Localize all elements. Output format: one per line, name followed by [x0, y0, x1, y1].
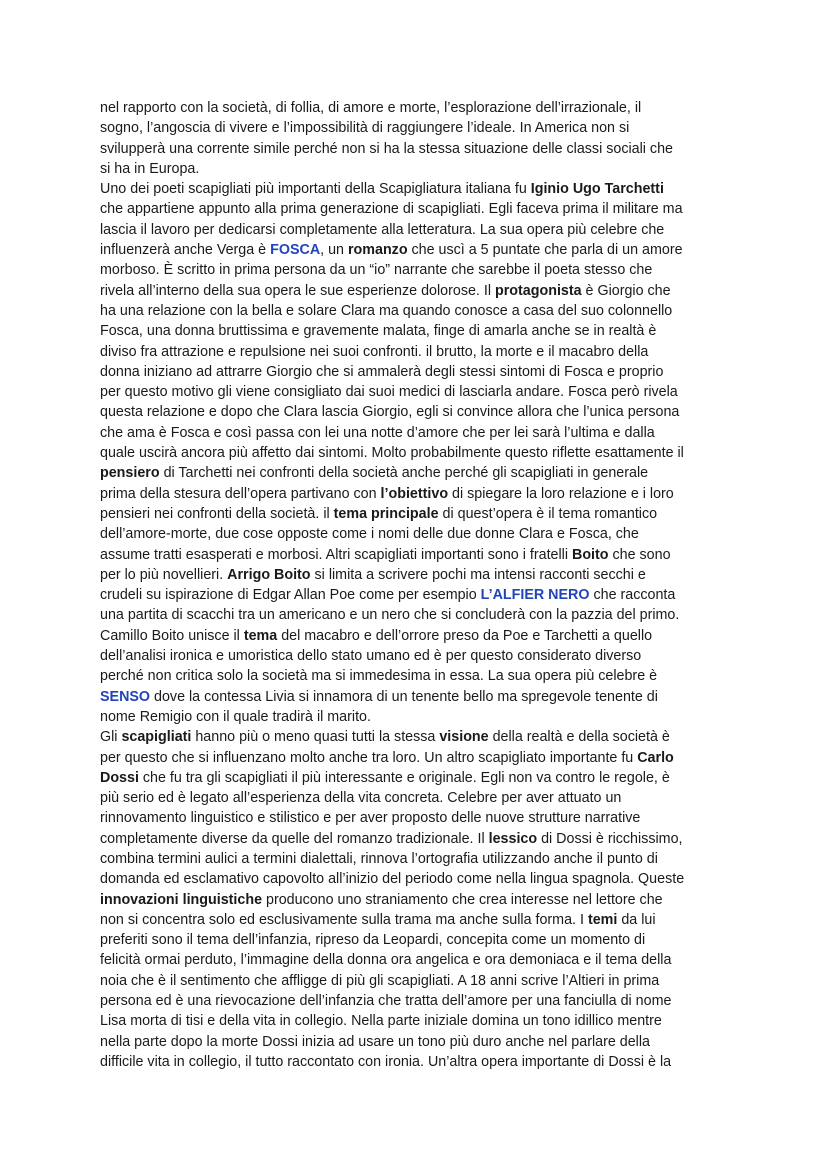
text-run: Fosca, una donna bruttissima e gravemente malata, finge di amarla anche se in realtà è	[100, 323, 657, 340]
work-title: SENSO	[100, 688, 151, 705]
text-line	[100, 199, 726, 219]
text-run: nel rapporto con la società, di follia, di amore e morte, l’esplorazione dell’irrazionale, il	[100, 100, 642, 116]
text-run: diviso fra attrazione e repulsione nei suoi confronti. il brutto, la morte e il macabro della	[100, 343, 649, 360]
text-line	[100, 991, 726, 1011]
text-line	[100, 829, 726, 849]
text-line	[100, 220, 726, 240]
bold-term: protagonista	[495, 282, 582, 299]
text-line	[100, 484, 726, 504]
text-line	[100, 687, 726, 707]
text-run: da lui	[617, 911, 656, 928]
text-line	[100, 504, 726, 524]
bold-term: Dossi	[100, 769, 139, 786]
text-run: è Giorgio che	[581, 282, 671, 299]
text-run: ha una relazione con la bella e solare Clara ma quando conosce a casa del suo colonnello	[100, 302, 673, 319]
text-run: dell’amore-morte, due cose opposte come i nomi delle due donne Clara e Fosca, che	[100, 526, 639, 543]
bold-term: tema	[243, 627, 278, 644]
text-line	[100, 707, 726, 727]
text-run: , un	[320, 242, 348, 259]
bold-term: Arrigo Boito	[227, 566, 311, 583]
text-run: una partita di scacchi tra un americano e un nero che si concluderà con la pazzia del primo.	[100, 607, 680, 624]
text-run: morboso. È scritto in prima persona da un “io” narrante che sarebbe il poeta stesso che	[100, 262, 653, 279]
text-run: domanda ed esclamativo capovolto all’inizio del periodo come nella lingua spagnola. Queste	[100, 871, 685, 888]
text-run: quale uscirà ancora più affetto dai sintomi. Molto probabilmente questo riflette esattamente il	[100, 445, 684, 462]
text-line	[100, 605, 726, 625]
text-run: noia che è il sentimento che affligge di più gli scapigliati. A 18 anni scrive l’Altieri in prima	[100, 972, 660, 989]
text-line	[100, 1052, 726, 1072]
text-run: che uscì a 5 puntate che parla di un amore	[407, 242, 683, 259]
text-line	[100, 1032, 726, 1052]
text-line	[100, 910, 726, 930]
bold-term: temi	[587, 911, 618, 928]
text-line	[100, 545, 726, 565]
text-line	[100, 443, 726, 463]
text-line	[100, 565, 726, 585]
text-line	[100, 240, 726, 260]
document-body	[100, 98, 726, 1072]
bold-term: Carlo	[637, 749, 674, 766]
text-run: sogno, l’angoscia di vivere e l’impossibilità di raggiungere l’ideale. In America non si	[100, 120, 630, 137]
text-line	[100, 788, 726, 808]
work-title: FOSCA	[270, 242, 321, 259]
text-line	[100, 890, 726, 910]
text-run: della realtà e della società è	[488, 729, 670, 746]
text-line	[100, 869, 726, 889]
text-run: combina termini aulici a termini dialettali, rinnova l’ortografia utilizzando anche il punto di	[100, 850, 658, 867]
text-run: che fu tra gli scapigliati il più interessante e originale. Egli non va contro le regole, è	[138, 769, 670, 786]
bold-term: romanzo	[347, 242, 408, 259]
text-run: hanno più o meno quasi tutti la stessa	[191, 729, 440, 746]
text-line	[100, 950, 726, 970]
text-run: che appartiene appunto alla prima generazione di scapigliati. Egli faceva prima il militare ma	[100, 201, 683, 218]
paragraph	[100, 98, 726, 179]
text-run: donna iniziano ad attrarre Giorgio che si ammalerà degli stessi sintomi di Fosca e proprio	[100, 363, 664, 380]
text-run: influenzerà anche Verga è	[100, 242, 271, 259]
text-run: non si concentra solo ed esclusivamente sulla trama ma anche sulla forma. I	[100, 911, 588, 928]
text-run: crudeli su ispirazione di Edgar Allan Poe come per esempio	[100, 587, 481, 604]
text-run: per questo motivo gli viene consigliato dai suoi medici di lasciarla andare. Fosca però rivela	[100, 384, 678, 401]
bold-term: scapigliati	[121, 729, 192, 746]
text-line	[100, 524, 726, 544]
bold-term: visione	[439, 729, 489, 746]
text-line	[100, 342, 726, 362]
text-run: persona ed è una rievocazione dell’infanzia che tratta dell’amore per una fanciulla di nome	[100, 993, 672, 1010]
text-run: lascia il lavoro per dedicarsi completamente alla letteratura. La sua opera più celebre che	[100, 221, 665, 238]
text-run: Uno dei poeti scapigliati più importanti della Scapigliatura italiana fu	[100, 181, 531, 198]
text-line	[100, 808, 726, 828]
text-run: si ha in Europa.	[100, 160, 200, 177]
text-line	[100, 301, 726, 321]
text-run: assume tratti esasperati e morbosi. Altri scapigliati importanti sono i fratelli	[100, 546, 572, 563]
text-line	[100, 402, 726, 422]
text-run: più serio ed è legato all’esperienza della vita concreta. Celebre per aver attuato un	[100, 790, 622, 807]
text-line	[100, 666, 726, 686]
text-run: preferiti sono il tema dell’infanzia, ripreso da Leopardi, concepita come un momento di	[100, 932, 646, 949]
text-run: si limita a scrivere pochi ma intensi racconti secchi e	[310, 566, 646, 583]
bold-term: innovazioni linguistiche	[100, 891, 263, 908]
text-line	[100, 321, 726, 341]
text-line	[100, 727, 726, 747]
text-run: prima della stesura dell’opera partivano con	[100, 485, 381, 502]
text-line	[100, 382, 726, 402]
text-line	[100, 281, 726, 301]
text-line	[100, 260, 726, 280]
text-run: pensieri nei confronti della società. il	[100, 505, 334, 522]
text-line	[100, 118, 726, 138]
bold-term: lessico	[488, 830, 538, 847]
text-run: Lisa morta di tisi e della vita in collegio. Nella parte iniziale domina un tono idillico mentre	[100, 1013, 662, 1030]
bold-term: Iginio Ugo Tarchetti	[530, 181, 664, 198]
text-run: questa relazione e dopo che Clara lascia Giorgio, egli si convince allora che l’unica persona	[100, 404, 680, 421]
text-run: per questo che si influenzano molto anche tra loro. Un altro scapigliato importante fu	[100, 749, 638, 766]
text-line	[100, 971, 726, 991]
text-run: rivela all’interno della sua opera le sue esperienze dolorose. Il	[100, 282, 495, 299]
text-line	[100, 159, 726, 179]
text-run: di Tarchetti nei confronti della società anche perché gli scapigliati in generale	[159, 465, 649, 482]
text-line	[100, 626, 726, 646]
text-run: nome Remigio con il quale tradirà il marito.	[100, 708, 371, 725]
text-line	[100, 768, 726, 788]
bold-term: Boito	[572, 546, 609, 563]
work-title: L’ALFIER NERO	[480, 587, 590, 604]
text-line	[100, 139, 726, 159]
text-run: per lo più novellieri.	[100, 566, 228, 583]
text-run: che ama è Fosca e così passa con lei una notte d’amore che per lei sarà l’ultima e dalla	[100, 424, 655, 441]
paragraph	[100, 727, 726, 1072]
text-line	[100, 362, 726, 382]
text-run: che racconta	[589, 587, 676, 604]
text-run: Camillo Boito unisce il	[100, 627, 244, 644]
text-run: che sono	[608, 546, 671, 563]
text-line	[100, 646, 726, 666]
text-run: difficile vita in collegio, il tutto raccontato con ironia. Un’altra opera importante di Dossi è la	[100, 1053, 672, 1070]
text-line	[100, 1011, 726, 1031]
text-run: perché non critica solo la società ma si immedesima in essa. La sua opera più celebre è	[100, 668, 658, 685]
text-run: completamente diverse da quelle del romanzo tradizionale. Il	[100, 830, 489, 847]
bold-term: l’obiettivo	[380, 485, 449, 502]
text-run: nella parte dopo la morte Dossi inizia ad usare un tono più duro anche nel parlare della	[100, 1033, 650, 1050]
text-line	[100, 98, 726, 118]
text-run: rinnovamento linguistico e stilistico e per aver proposto delle nuove strutture narrative	[100, 810, 641, 827]
text-run: dell’analisi ironica e umoristica dello stato umano ed è per questo considerato diverso	[100, 648, 642, 665]
text-run: di Dossi è ricchissimo,	[537, 830, 683, 847]
text-line	[100, 748, 726, 768]
text-line	[100, 585, 726, 605]
text-line	[100, 463, 726, 483]
text-run: del macabro e dell’orrore preso da Poe e Tarchetti a quello	[277, 627, 653, 644]
text-line	[100, 179, 726, 199]
text-run: felicità ormai perduto, l’immagine della donna ora angelica e ora demoniaca e il tema della	[100, 952, 672, 969]
paragraph	[100, 179, 726, 727]
text-run: di spiegare la loro relazione e i loro	[448, 485, 674, 502]
text-run: producono uno straniamento che crea interesse nel lettore che	[262, 891, 663, 908]
bold-term: pensiero	[100, 465, 160, 482]
text-run: Gli	[100, 729, 122, 746]
bold-term: tema principale	[333, 505, 439, 522]
text-line	[100, 423, 726, 443]
text-run: dove la contessa Livia si innamora di un tenente bello ma spregevole tenente di	[150, 688, 658, 705]
text-run: svilupperà una corrente simile perché non si ha la stessa situazione delle classi sociali che	[100, 140, 673, 157]
text-line	[100, 849, 726, 869]
text-line	[100, 930, 726, 950]
text-run: di quest’opera è il tema romantico	[438, 505, 658, 522]
